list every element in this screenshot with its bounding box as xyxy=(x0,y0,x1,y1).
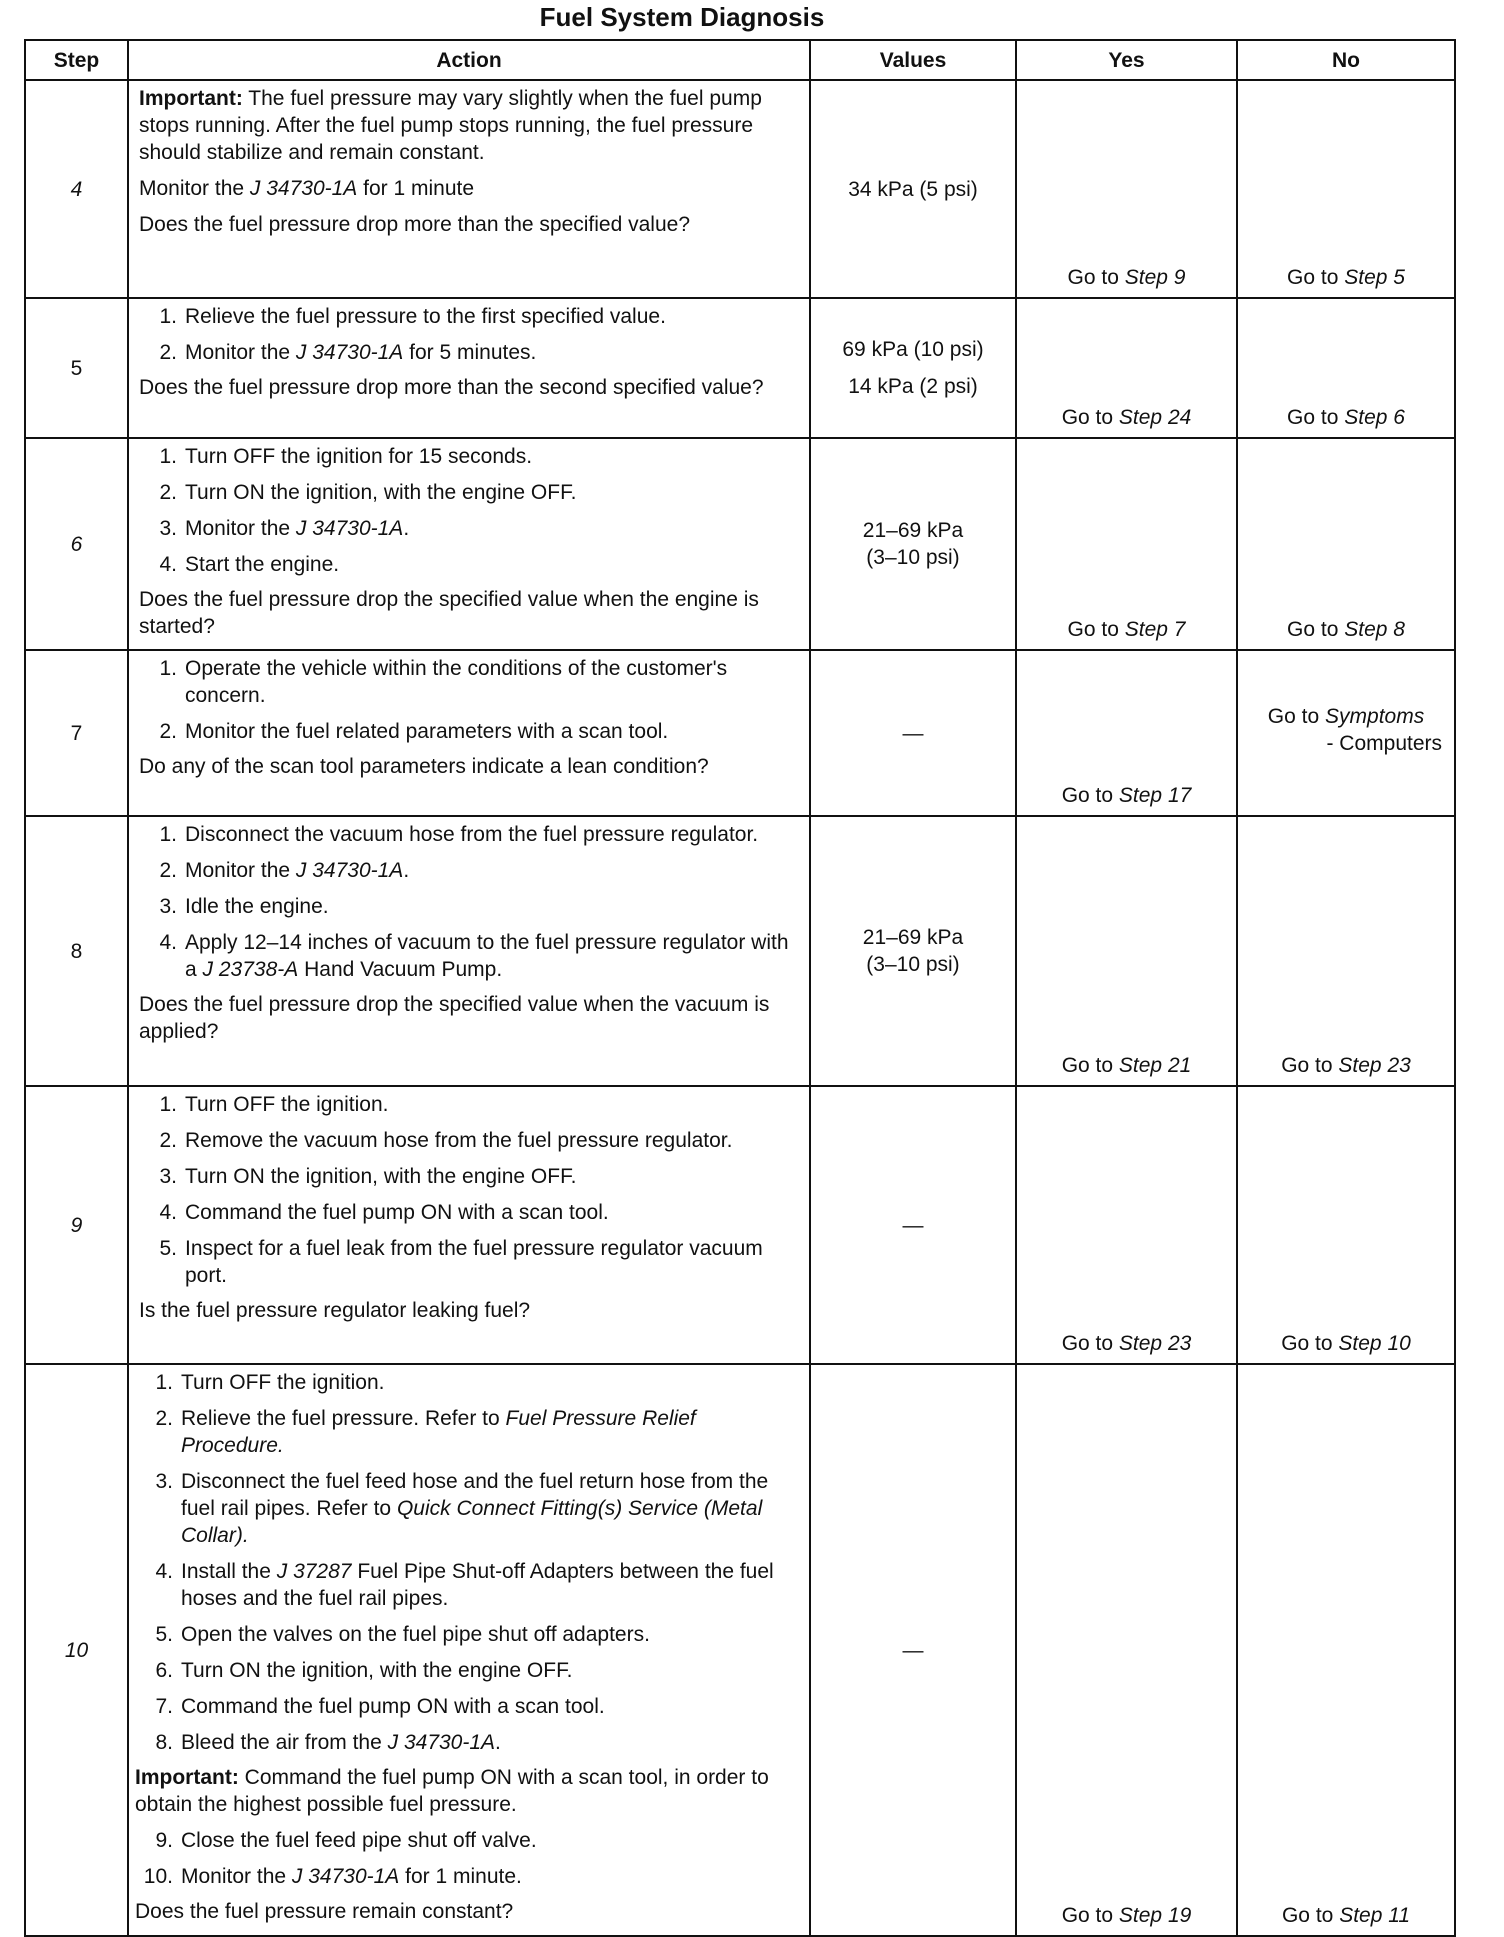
no-suffix: - Computers xyxy=(1326,732,1442,755)
action-text: Monitor the J 34730-1A for 1 minute xyxy=(139,177,475,200)
value: 21–69 kPa xyxy=(862,926,964,949)
values-cell xyxy=(810,1086,1016,1364)
list-item: 3. Turn ON the ignition, with the engine OFF. xyxy=(159,1165,577,1188)
important-label: Important: xyxy=(139,87,243,110)
action-cell xyxy=(128,1364,810,1936)
question: Does the fuel pressure drop the specified value when the engine is started? xyxy=(139,588,759,638)
list-item: 10. Monitor the J 34730-1A for 1 minute. xyxy=(143,1865,522,1888)
no-link[interactable]: Step 8 xyxy=(1344,618,1405,641)
action-cell xyxy=(128,438,810,650)
list-item: 1. Turn OFF the ignition for 15 seconds. xyxy=(159,445,533,468)
tool-ref: J 34730-1A xyxy=(295,517,404,540)
no-cell: Go to Step 5 xyxy=(1237,80,1455,298)
list-item: 2. Monitor the J 34730-1A for 5 minutes. xyxy=(159,341,537,364)
question: Do any of the scan tool parameters indicate a lean condition? xyxy=(139,755,709,778)
list-item: 3. Disconnect the fuel feed hose and the fuel return hose from the fuel rail pipes. Refer to Quick Connect Fitting(s) Service (Metal Collar). xyxy=(155,1470,769,1547)
list-item: 6. Turn ON the ignition, with the engine OFF. xyxy=(155,1659,573,1682)
action-list xyxy=(139,303,799,366)
important-note: Important: Command the fuel pump ON with a scan tool, in order to obtain the highest possible fuel pressure. xyxy=(135,1766,769,1816)
action-list xyxy=(139,821,799,983)
yes-cell: Go to Step 17 xyxy=(1016,650,1237,816)
table-row xyxy=(25,1364,1455,1936)
yes-cell: Go to Step 23 xyxy=(1016,1086,1237,1364)
page-title: Fuel System Diagnosis xyxy=(539,2,825,32)
step-number: 9 xyxy=(25,1086,128,1364)
action-list xyxy=(139,443,799,578)
table-row xyxy=(25,816,1455,1086)
list-item: 8. Bleed the air from the J 34730-1A. xyxy=(155,1731,501,1754)
yes-link[interactable]: Step 24 xyxy=(1118,406,1192,429)
yes-link[interactable]: Step 19 xyxy=(1118,1904,1192,1927)
list-item: 5. Inspect for a fuel leak from the fuel pressure regulator vacuum port. xyxy=(159,1237,763,1287)
action-list xyxy=(139,655,799,745)
tool-ref: J 37287 xyxy=(276,1560,352,1583)
no-cell: Go to Symptoms - Computers xyxy=(1237,650,1455,816)
values-cell xyxy=(810,438,1016,650)
header-yes: Yes xyxy=(1016,40,1237,80)
value-dash: — xyxy=(902,1213,924,1237)
tool-ref: J 34730-1A xyxy=(295,859,404,882)
values-cell xyxy=(810,298,1016,438)
values-cell xyxy=(810,80,1016,298)
no-cell: Go to Step 23 xyxy=(1237,816,1455,1086)
list-item: 1. Turn OFF the ignition. xyxy=(155,1371,385,1394)
yes-cell: Go to Step 7 xyxy=(1016,438,1237,650)
yes-cell: Go to Step 9 xyxy=(1016,80,1237,298)
table-row xyxy=(25,438,1455,650)
step-number: 8 xyxy=(25,816,128,1086)
table-row xyxy=(25,1086,1455,1364)
value-dash: — xyxy=(902,1638,924,1662)
no-cell: Go to Step 6 xyxy=(1237,298,1455,438)
list-item: 7. Command the fuel pump ON with a scan tool. xyxy=(155,1695,605,1718)
list-item: 2. Monitor the J 34730-1A. xyxy=(159,859,410,882)
value: 21–69 kPa xyxy=(862,519,964,542)
list-item: 9. Close the fuel feed pipe shut off valve. xyxy=(155,1829,537,1852)
values-cell xyxy=(810,1364,1016,1936)
no-cell: Go to Step 10 xyxy=(1237,1086,1455,1364)
question: Does the fuel pressure drop more than the second specified value? xyxy=(139,376,764,399)
value-dash: — xyxy=(902,721,924,745)
list-item: 4. Install the J 37287 Fuel Pipe Shut-off Adapters between the fuel hoses and the fuel rail pipes. xyxy=(155,1560,774,1610)
list-item: 2. Monitor the fuel related parameters with a scan tool. xyxy=(159,720,669,743)
no-link[interactable]: Step 5 xyxy=(1344,266,1405,289)
list-item: 1. Turn OFF the ignition. xyxy=(159,1093,389,1116)
step-number: 5 xyxy=(25,298,128,438)
list-item: 4. Start the engine. xyxy=(159,553,340,576)
procedure-link[interactable]: Quick Connect Fitting(s) Service (Metal Collar) xyxy=(181,1497,763,1547)
tool-ref: J 23738-A xyxy=(202,958,299,981)
yes-link[interactable]: Step 9 xyxy=(1124,266,1186,289)
list-item: 2. Remove the vacuum hose from the fuel pressure regulator. xyxy=(159,1129,733,1152)
yes-link[interactable]: Step 21 xyxy=(1118,1054,1192,1077)
yes-cell: Go to Step 19 xyxy=(1016,1364,1237,1936)
step-number: 6 xyxy=(25,438,128,650)
action-cell xyxy=(128,1086,810,1364)
step-number: 7 xyxy=(25,650,128,816)
value: 69 kPa (10 psi) xyxy=(842,338,984,361)
action-list xyxy=(135,1827,799,1890)
important-note: Important: The fuel pressure may vary slightly when the fuel pump stops running. After the fuel pump stops running, the fuel pressure should stabilize and remain constant. xyxy=(139,87,762,164)
tool-ref: J 34730-1A xyxy=(295,341,404,364)
list-item: 1. Relieve the fuel pressure to the first specified value. xyxy=(159,305,666,328)
yes-cell: Go to Step 21 xyxy=(1016,816,1237,1086)
action-cell xyxy=(128,816,810,1086)
no-cell: Go to Step 11 xyxy=(1237,1364,1455,1936)
no-link[interactable]: Symptoms xyxy=(1325,705,1425,728)
diagnosis-table xyxy=(24,39,1456,1937)
tool-ref: J 34730-1A xyxy=(249,177,358,200)
no-cell: Go to Step 8 xyxy=(1237,438,1455,650)
step-number: 4 xyxy=(25,80,128,298)
action-cell xyxy=(128,80,810,298)
question: Does the fuel pressure drop more than the specified value? xyxy=(139,213,690,236)
value: 14 kPa (2 psi) xyxy=(848,375,978,398)
list-item: 1. Disconnect the vacuum hose from the fuel pressure regulator. xyxy=(159,823,759,846)
tool-ref: J 34730-1A xyxy=(387,1731,496,1754)
header-values: Values xyxy=(810,40,1016,80)
values-cell xyxy=(810,816,1016,1086)
no-link[interactable]: Step 23 xyxy=(1338,1054,1411,1077)
header-action: Action xyxy=(128,40,810,80)
list-item: 3. Idle the engine. xyxy=(159,895,329,918)
table-row xyxy=(25,298,1455,438)
value: 34 kPa (5 psi) xyxy=(848,177,978,201)
question: Does the fuel pressure remain constant? xyxy=(135,1900,514,1923)
value: (3–10 psi) xyxy=(866,546,960,569)
yes-link[interactable]: Step 7 xyxy=(1124,618,1186,641)
header-row xyxy=(25,40,1455,80)
list-item: 2. Relieve the fuel pressure. Refer to Fuel Pressure Relief Procedure. xyxy=(155,1407,696,1457)
step-number: 10 xyxy=(25,1364,128,1936)
no-link[interactable]: Step 11 xyxy=(1339,1904,1411,1927)
action-list xyxy=(135,1369,799,1756)
list-item: 5. Open the valves on the fuel pipe shut off adapters. xyxy=(155,1623,650,1646)
list-item: 3. Monitor the J 34730-1A. xyxy=(159,517,410,540)
values-cell xyxy=(810,650,1016,816)
procedure-link[interactable]: Fuel Pressure Relief Procedure xyxy=(181,1407,696,1457)
list-item: 4. Apply 12–14 inches of vacuum to the fuel pressure regulator with a J 23738-A Hand Vacuum Pump. xyxy=(159,931,789,981)
question: Is the fuel pressure regulator leaking fuel? xyxy=(139,1299,531,1322)
action-list xyxy=(139,1091,799,1289)
yes-link[interactable]: Step 23 xyxy=(1118,1332,1192,1355)
header-step: Step xyxy=(25,40,128,80)
tool-ref: J 34730-1A xyxy=(291,1865,400,1888)
action-cell xyxy=(128,650,810,816)
table-row xyxy=(25,80,1455,298)
yes-link[interactable]: Step 17 xyxy=(1118,784,1192,807)
question: Does the fuel pressure drop the specified value when the vacuum is applied? xyxy=(139,993,770,1043)
yes-cell: Go to Step 24 xyxy=(1016,298,1237,438)
no-link[interactable]: Step 10 xyxy=(1338,1332,1411,1355)
table-row xyxy=(25,650,1455,816)
action-cell xyxy=(128,298,810,438)
list-item: 4. Command the fuel pump ON with a scan tool. xyxy=(159,1201,609,1224)
value: (3–10 psi) xyxy=(866,953,960,976)
no-link[interactable]: Step 6 xyxy=(1344,406,1405,429)
list-item: 1. Operate the vehicle within the conditions of the customer's concern. xyxy=(159,657,728,707)
list-item: 2. Turn ON the ignition, with the engine OFF. xyxy=(159,481,577,504)
header-no: No xyxy=(1237,40,1455,80)
important-label: Important: xyxy=(135,1766,239,1789)
